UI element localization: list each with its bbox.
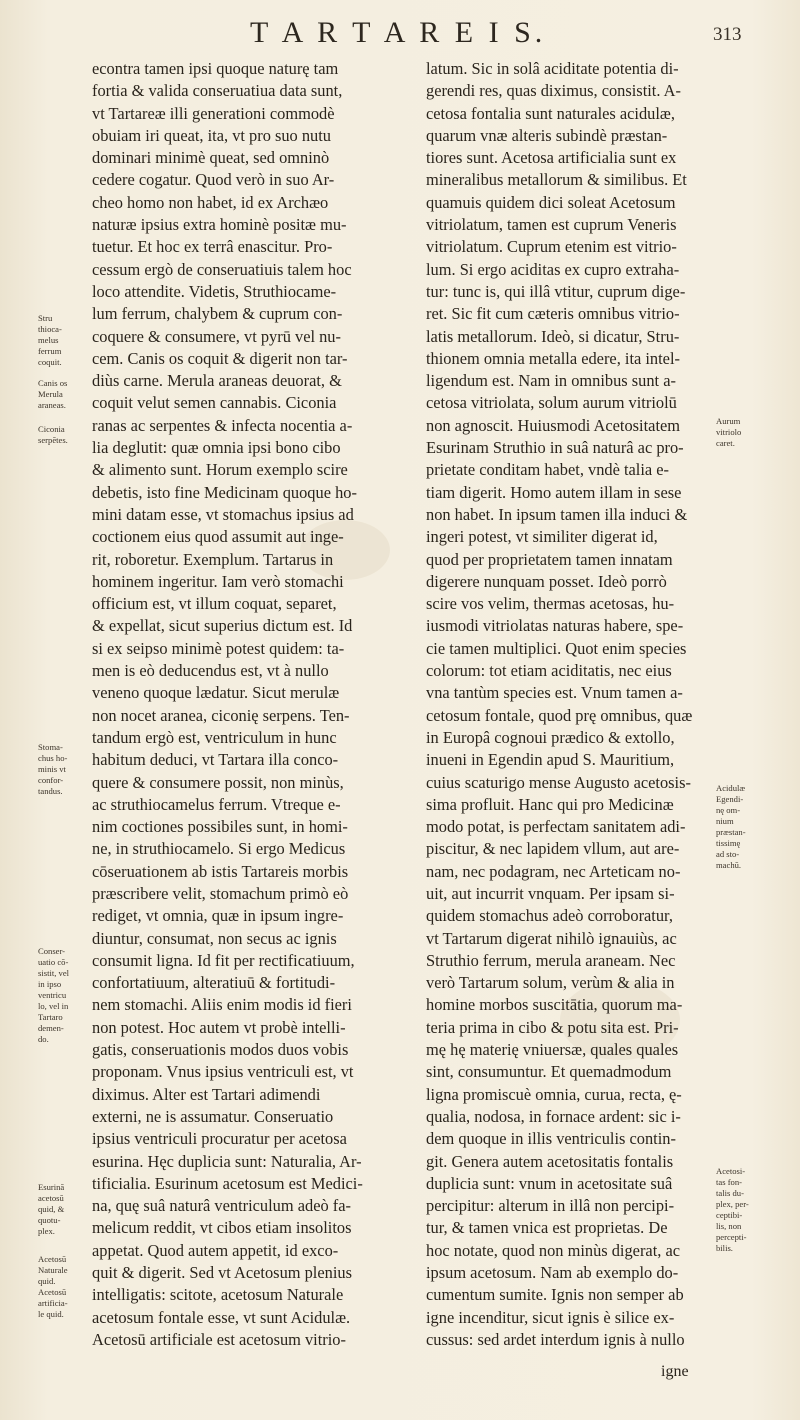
text-line: sima profluit. Hanc qui pro Medicinæ xyxy=(426,794,674,814)
margin-note-line: Aurum xyxy=(716,416,741,426)
text-line: ret. Sic fit cum cæteris omnibus vitrio- xyxy=(426,304,680,324)
text-line: coquere & consumere, vt pyrū vel nu- xyxy=(92,326,341,346)
margin-note-line: sistit, vel xyxy=(38,968,70,978)
text-line: mini datam esse, vt stomachus ipsius ad xyxy=(92,504,354,524)
margin-note-line: Tartaro xyxy=(38,1012,63,1022)
text-line: thionem omnia metalla edere, ita intel- xyxy=(426,348,680,368)
text-line: teria prima in cibo & potu sita est. Pri- xyxy=(426,1017,679,1037)
margin-note-line: ad sto- xyxy=(716,849,740,859)
text-line: consumit ligna. Id fit per rectificatiuum, xyxy=(92,950,355,970)
margin-note-aurum xyxy=(716,416,786,449)
text-line: cessum ergò de conseruatiuis talem hoc xyxy=(92,259,352,279)
margin-note-line: talis du- xyxy=(716,1188,744,1198)
text-line: men is eò deducendus est, vt à nullo xyxy=(92,661,329,681)
margin-note-line: præstan- xyxy=(716,827,746,837)
margin-note-line: lo, vel in xyxy=(38,1001,69,1011)
margin-note-line: Conser- xyxy=(38,946,66,956)
text-line: modo potat, is perfectam sanitatem adi- xyxy=(426,817,686,837)
margin-note-line: Egendi- xyxy=(716,794,744,804)
margin-note-line: demen- xyxy=(38,1023,64,1033)
margin-note-line: ventricu xyxy=(38,990,67,1000)
text-line: obuiam iri queat, ita, vt pro suo nutu xyxy=(92,125,331,145)
text-line: ingeri potest, vt similiter digerat id, xyxy=(426,527,658,547)
text-line: esurina. Hęc duplicia sunt: Naturalia, Ar- xyxy=(92,1151,362,1171)
text-line: inueni in Egendin apud S. Mauritium, xyxy=(426,750,675,770)
text-line: tificialia. Esurinum acetosum est Medici- xyxy=(92,1173,363,1193)
margin-note-line: Acidulæ xyxy=(716,783,746,793)
margin-note-line: serpētes. xyxy=(38,435,68,445)
text-line: si ex seipso minimè potest quidem: ta- xyxy=(92,638,345,658)
margin-note-line: Esurinā xyxy=(38,1182,65,1192)
margin-note-line: uatio cō- xyxy=(38,957,69,967)
margin-note-stomachus xyxy=(38,742,88,797)
margin-note-line: lis, non xyxy=(716,1221,742,1231)
text-line: ipsum acetosum. Nam ab exemplo do- xyxy=(426,1263,679,1283)
text-line: ne, in struthiocamelo. Si ergo Medicus xyxy=(92,839,346,859)
margin-note-line: Acetosi- xyxy=(716,1166,746,1176)
margin-note-line: Stru xyxy=(38,313,53,323)
text-line: percipitur: alterum in illâ non percipi- xyxy=(426,1196,675,1216)
margin-note-line: caret. xyxy=(716,438,735,448)
text-line: quere & consumere possit, non minùs, xyxy=(92,772,344,792)
text-line: tandum ergò est, ventriculum in hunc xyxy=(92,727,337,747)
text-line: cetosa vitriolata, solum aurum vitriolū xyxy=(426,393,677,413)
page-header xyxy=(0,14,800,54)
text-line: vitriolatum. Cuprum etenim est vitrio- xyxy=(426,237,677,257)
text-line: Esurinam Struthio in suâ naturâ ac pro- xyxy=(426,438,684,458)
text-line: lia deglutit: quæ omnia ipsi bono cibo xyxy=(92,438,341,458)
right-text-column xyxy=(426,58,710,1351)
text-line: coctionem eius quod assumit aut inge- xyxy=(92,527,344,547)
margin-note-line: Ciconia xyxy=(38,424,65,434)
text-line: duplicia sunt: vnum in acetositate suâ xyxy=(426,1173,673,1193)
text-line: naturæ ipsius extra hominè positæ mu- xyxy=(92,215,347,235)
margin-note-line: tandus. xyxy=(38,786,63,796)
text-line: tiam digerit. Homo autem illam in sese xyxy=(426,482,682,502)
text-line: econtra tamen ipsi quoque naturę tam xyxy=(92,59,339,78)
text-line: coquit velut semen cannabis. Ciconia xyxy=(92,393,337,413)
text-line: cheo homo non habet, id ex Archæo xyxy=(92,192,329,212)
text-line: Acetosū artificiale est acetosum vitrio- xyxy=(92,1329,346,1349)
text-line: rediget, vt omnia, quæ in ipsum ingre- xyxy=(92,906,344,926)
text-line: tur: tunc is, qui illâ vtitur, cuprum dige- xyxy=(426,281,686,301)
text-line: sint, consumuntur. Et quemadmodum xyxy=(426,1062,672,1082)
margin-note-acetosu xyxy=(38,1254,88,1320)
text-line: appetat. Quod autem appetit, id exco- xyxy=(92,1240,339,1260)
text-line: intelligatis: scitote, acetosum Naturale xyxy=(92,1285,344,1305)
margin-note-line: Stoma- xyxy=(38,742,63,752)
margin-note-esurina xyxy=(38,1182,88,1237)
margin-note-ciconia xyxy=(38,424,88,446)
margin-note-line: nę om- xyxy=(716,805,741,815)
text-line: cussus: sed ardet interdum ignis à nullo xyxy=(426,1329,685,1349)
text-line: cem. Canis os coquit & digerit non tar- xyxy=(92,348,348,368)
text-line: proponam. Vnus ipsius ventriculi est, vt xyxy=(92,1062,354,1082)
text-line: Struthio ferrum, merula araneam. Nec xyxy=(426,950,676,970)
text-line: gerendi res, quas diximus, consistit. A- xyxy=(426,81,681,101)
text-line: & expellat, sicut superius dictum est. Id xyxy=(92,616,353,636)
margin-note-line: bilis. xyxy=(716,1243,733,1253)
margin-note-line: artificia- xyxy=(38,1298,68,1308)
margin-note-line: confor- xyxy=(38,775,64,785)
text-line: loco attendite. Videtis, Struthiocame- xyxy=(92,281,337,301)
text-line: vna tantùm species est. Vnum tamen a- xyxy=(426,683,683,703)
text-line: dominari minimè queat, sed omninò xyxy=(92,148,330,168)
text-line: quamuis quidem dici soleat Acetosum xyxy=(426,192,676,212)
text-line: fortia & valida conseruatiua data sunt, xyxy=(92,81,343,101)
text-line: & alimento sunt. Horum exemplo scire xyxy=(92,460,348,480)
margin-note-line: Canis os xyxy=(38,378,68,388)
text-line: vt Tartareæ illi generationi commodè xyxy=(92,103,335,123)
margin-note-line: in ipso xyxy=(38,979,62,989)
text-line: non agnoscit. Huiusmodi Acetositatem xyxy=(426,415,681,435)
text-line: cie tamen multiplici. Quot enim species xyxy=(426,638,687,658)
text-line: dem quoque in illis ventriculis contin- xyxy=(426,1129,676,1149)
margin-note-conser xyxy=(38,946,88,1045)
margin-note-line: quotu- xyxy=(38,1215,61,1225)
text-line: diximus. Alter est Tartari adimendi xyxy=(92,1084,321,1104)
margin-note-canis xyxy=(38,378,88,411)
text-line: tur, & tamen vnica est proprietas. De xyxy=(426,1218,668,1238)
text-line: scire vos velim, thermas acetosas, hu- xyxy=(426,594,675,614)
margin-note-line: melus xyxy=(38,335,59,345)
margin-note-struthio xyxy=(38,313,88,368)
text-line: præscribere velit, stomachum primò eò xyxy=(92,883,349,903)
margin-note-line: plex. xyxy=(38,1226,55,1236)
margin-note-line: quid. xyxy=(38,1276,56,1286)
text-line: mineralibus metallorum & similibus. Et xyxy=(426,170,687,190)
text-line: igne incenditur, sicut ignis è silice ex- xyxy=(426,1307,675,1327)
text-line: confortatiuum, alteratiuū & fortitudi- xyxy=(92,973,336,993)
margin-note-acidulae xyxy=(716,783,786,871)
text-line: in Europâ cognoui prædico & extollo, xyxy=(426,727,675,747)
text-line: hominem ingeritur. Iam verò stomachi xyxy=(92,571,344,591)
margin-note-line: Naturale xyxy=(38,1265,68,1275)
text-line: homine morbos suscitātia, quorum ma- xyxy=(426,995,683,1015)
text-line: non potest. Hoc autem vt probè intelli- xyxy=(92,1017,346,1037)
margin-note-line: thioca- xyxy=(38,324,62,334)
text-line: tiores sunt. Acetosa artificialia sunt ex xyxy=(426,148,677,168)
left-text-column xyxy=(92,58,415,1351)
margin-note-line: quid, & xyxy=(38,1204,65,1214)
text-line: iusmodi vitriolatas naturas habere, spe- xyxy=(426,616,684,636)
running-title: T A R T A R E I S. xyxy=(250,16,547,49)
text-line: qualia, nodosa, in fornace ardent: sic i- xyxy=(426,1106,681,1126)
text-line: quod per proprietatem tamen innatam xyxy=(426,549,673,569)
margin-note-line: minis vt xyxy=(38,764,66,774)
text-line: latis metallorum. Ideò, si dicatur, Stru- xyxy=(426,326,680,346)
text-line: cuius scaturigo mense Augusto acetosis- xyxy=(426,772,691,792)
text-line: digerere nunquam posset. Ideò porrò xyxy=(426,571,667,591)
margin-note-line: vitriolo xyxy=(716,427,742,437)
margin-note-line: Acetosū xyxy=(38,1254,67,1264)
text-line: piscitur, & nec lapidem vllum, aut are- xyxy=(426,839,680,859)
page-number: 313 xyxy=(713,24,742,45)
text-line: nim coctiones possibiles sunt, in homi- xyxy=(92,817,348,837)
text-line: veneno quoque lædatur. Sicut merulæ xyxy=(92,683,340,703)
text-line: quarum vnæ alteris subindè præstan- xyxy=(426,125,668,145)
text-line: ipsius ventriculi procuratur per acetosa xyxy=(92,1129,347,1149)
text-line: prietate conditam habet, vndè talia e- xyxy=(426,460,670,480)
text-line: diuntur, consumat, non secus ac ignis xyxy=(92,928,337,948)
text-line: latum. Sic in solâ aciditate potentia di- xyxy=(426,59,679,78)
text-line: melicum reddit, vt cibos etiam insolitos xyxy=(92,1218,352,1238)
text-line: cōseruationem ab istis Tartareis morbis xyxy=(92,861,349,881)
margin-note-line: Merula xyxy=(38,389,63,399)
text-line: vt Tartarum digerat nihilò ignauiùs, ac xyxy=(426,928,677,948)
text-line: cetosum fontale, quod prę omnibus, quæ xyxy=(426,705,693,725)
text-line: cumentum sumite. Ignis non semper ab xyxy=(426,1285,684,1305)
text-line: debetis, isto fine Medicinam quoque ho- xyxy=(92,482,357,502)
text-line: quit & digerit. Sed vt Acetosum plenius xyxy=(92,1263,352,1283)
text-line: lum. Si ergo aciditas ex cupro extraha- xyxy=(426,259,680,279)
text-line: non habet. In ipsum tamen illa induci & xyxy=(426,504,688,524)
margin-note-line: araneas. xyxy=(38,400,66,410)
margin-note-line: chus ho- xyxy=(38,753,68,763)
text-line: habitum deduci, vt Tartara illa conco- xyxy=(92,750,339,770)
text-line: cedere cogatur. Quod verò in suo Ar- xyxy=(92,170,335,190)
margin-note-line: nium xyxy=(716,816,734,826)
text-line: colorum: tot etiam aciditatis, nec eius xyxy=(426,661,672,681)
text-line: nem stomachi. Aliis enim modis id fieri xyxy=(92,995,352,1015)
text-line: cetosa fontalia sunt naturales acidulæ, xyxy=(426,103,675,123)
margin-note-line: do. xyxy=(38,1034,49,1044)
catchword: igne xyxy=(661,1363,689,1380)
text-line: acetosum fontale esse, vt sunt Acidulæ. xyxy=(92,1307,351,1327)
margin-note-line: machū. xyxy=(716,860,742,870)
text-line: git. Genera autem acetositatis fontalis xyxy=(426,1151,674,1171)
margin-note-line: ceptibi- xyxy=(716,1210,743,1220)
text-line: ranas ac serpentes & infecta nocentia a- xyxy=(92,415,353,435)
text-line: tuetur. Et hoc ex terrâ enascitur. Pro- xyxy=(92,237,333,257)
text-line: vitriolatum, tamen est cuprum Veneris xyxy=(426,215,677,235)
margin-note-line: plex, per- xyxy=(716,1199,749,1209)
text-line: non nocet aranea, ciconię serpens. Ten- xyxy=(92,705,350,725)
text-line: rit, roboretur. Exemplum. Tartarus in xyxy=(92,549,334,569)
text-line: diùs carne. Merula araneas deuorat, & xyxy=(92,371,342,391)
text-line: nam, nec podagram, nec Arteticam no- xyxy=(426,861,681,881)
margin-note-line: acetosū xyxy=(38,1193,64,1203)
margin-note-line: coquit. xyxy=(38,357,62,367)
margin-note-line: percepti- xyxy=(716,1232,747,1242)
margin-note-line: tas fon- xyxy=(716,1177,743,1187)
margin-note-line: tissimę xyxy=(716,838,741,848)
text-line: mę hę materię vniuersæ, quales quales xyxy=(426,1040,679,1060)
text-line: quidem stomachus adeò corroboratur, xyxy=(426,906,673,926)
text-line: lum ferrum, chalybem & cuprum con- xyxy=(92,304,343,324)
margin-note-acetositas xyxy=(716,1166,786,1254)
margin-note-line: le quid. xyxy=(38,1309,64,1319)
text-line: ligendum est. Nam in omnibus sunt a- xyxy=(426,371,676,391)
text-line: hoc notate, quod non minùs digerat, ac xyxy=(426,1240,680,1260)
text-line: ac struthiocamelus ferrum. Vtreque e- xyxy=(92,794,341,814)
margin-note-line: Acetosū xyxy=(38,1287,67,1297)
text-line: ligna promiscuè omnia, curua, recta, ę- xyxy=(426,1084,682,1104)
text-line: verò Tartarum solum, verùm & alia in xyxy=(426,973,675,993)
text-line: na, quę suâ naturâ ventriculum adeò fa- xyxy=(92,1196,351,1216)
margin-note-line: ferrum xyxy=(38,346,62,356)
text-line: externi, ne is assumatur. Conseruatio xyxy=(92,1106,334,1126)
text-line: gatis, conseruationis modos duos vobis xyxy=(92,1040,349,1060)
text-line: officium est, vt illum coquat, separet, xyxy=(92,594,337,614)
text-line: uit, aut incurrit vnquam. Per ipsam si- xyxy=(426,883,675,903)
